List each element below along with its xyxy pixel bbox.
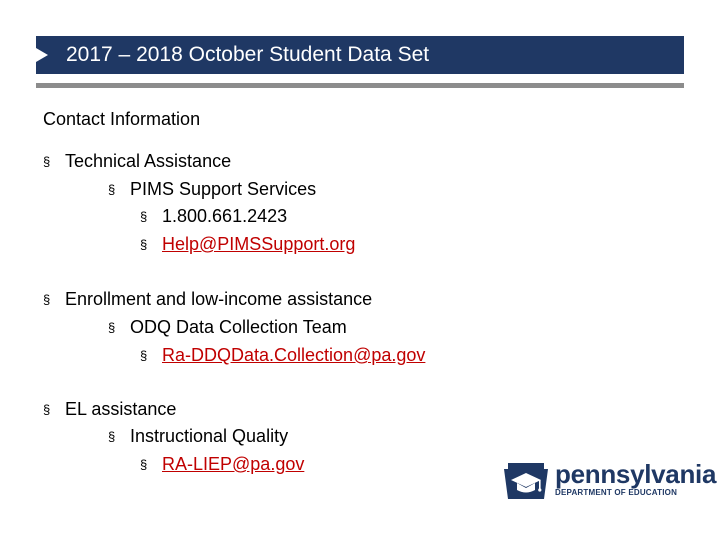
section-label: Enrollment and low-income assistance (65, 289, 373, 309)
contact-name: ODQ Data Collection Team (130, 317, 347, 337)
bullet-icon: § (140, 457, 148, 472)
bullet-icon: § (140, 237, 148, 252)
contact-odq-team (108, 316, 347, 339)
bullet-icon: § (108, 320, 116, 335)
phone-number: 1.800.661.2423 (162, 206, 288, 226)
bullet-icon: § (43, 154, 51, 169)
bullet-icon: § (43, 402, 51, 417)
logo-department: DEPARTMENT OF EDUCATION (555, 488, 678, 497)
bullet-icon: § (108, 182, 116, 197)
contact-email (140, 233, 355, 256)
page-title: 2017 – 2018 October Student Data Set (66, 43, 430, 66)
pennsylvania-education-logo (503, 459, 717, 507)
keystone-mortarboard-icon (503, 459, 549, 507)
section-label: Technical Assistance (65, 151, 232, 171)
title-divider (36, 83, 684, 88)
contact-information-heading: Contact Information (43, 109, 201, 129)
contact-instructional-quality (108, 425, 288, 448)
bullet-icon: § (140, 348, 148, 363)
email-link-liep[interactable]: RA-LIEP@pa.gov (162, 454, 305, 474)
section-label: EL assistance (65, 399, 177, 419)
email-link-pims[interactable]: Help@PIMSSupport.org (162, 234, 356, 254)
contact-pims-support (108, 178, 316, 201)
section-el-assistance (43, 398, 176, 421)
bullet-icon: § (140, 209, 148, 224)
contact-name: PIMS Support Services (130, 179, 317, 199)
logo-wordmark: pennsylvania (555, 459, 717, 489)
contact-phone (140, 205, 287, 228)
email-link-odq[interactable]: Ra-DDQData.Collection@pa.gov (162, 345, 426, 365)
bullet-icon: § (108, 429, 116, 444)
contact-email (140, 453, 304, 476)
banner-arrow-icon (36, 48, 48, 62)
section-technical-assistance (43, 150, 231, 173)
contact-name: Instructional Quality (130, 426, 289, 446)
contact-email (140, 344, 425, 367)
section-enrollment-assistance (43, 288, 372, 311)
bullet-icon: § (43, 292, 51, 307)
